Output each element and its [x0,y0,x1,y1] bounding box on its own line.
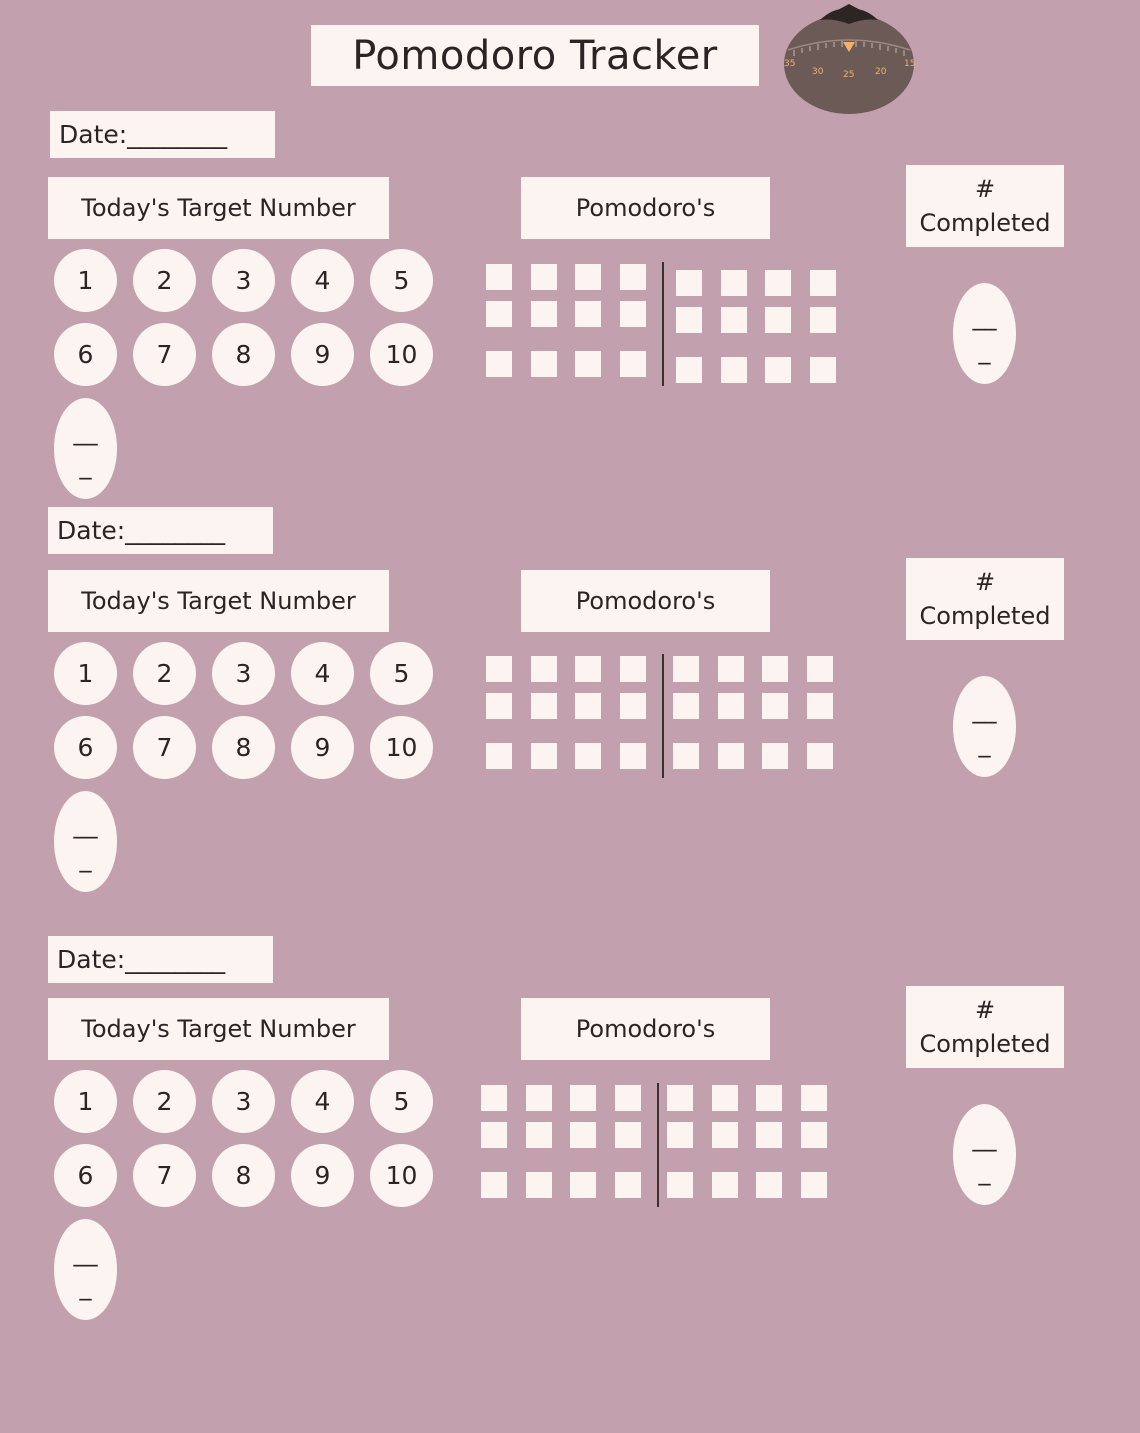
pomodoro-checkbox[interactable] [526,1172,552,1198]
target-number-3[interactable]: 3 [212,1070,275,1133]
target-number-4[interactable]: 4 [291,249,354,312]
timer-mark: 25 [843,70,855,80]
date-field[interactable]: Date:________ [48,507,273,554]
pomodoro-checkbox[interactable] [765,270,791,296]
blank-top: __ [972,695,997,724]
pomodoro-checkbox[interactable] [575,743,601,769]
pomodoro-checkbox[interactable] [667,1122,693,1148]
pomodoro-checkbox[interactable] [667,1085,693,1111]
pomodoro-checkbox[interactable] [718,693,744,719]
completed-hash: # [974,996,996,1024]
pomodoro-checkbox[interactable] [756,1122,782,1148]
pomodoro-checkbox[interactable] [718,656,744,682]
target-number-5[interactable]: 5 [370,249,433,312]
pomodoro-checkbox[interactable] [575,264,601,290]
pomodoro-checkbox[interactable] [526,1085,552,1111]
pomodoro-checkbox[interactable] [486,351,512,377]
pomodoro-checkbox[interactable] [762,743,788,769]
pomodoro-checkbox[interactable] [756,1085,782,1111]
pomodoro-checkbox[interactable] [765,357,791,383]
target-number-2[interactable]: 2 [133,249,196,312]
pomodoro-checkbox[interactable] [620,743,646,769]
pomodoro-checkbox[interactable] [801,1122,827,1148]
completed-heading [906,165,1064,247]
pomodoro-checkbox[interactable] [620,693,646,719]
completed-count-field[interactable] [953,1104,1016,1205]
blank-top: __ [73,810,98,839]
target-number-3[interactable]: 3 [212,249,275,312]
target-number-4[interactable]: 4 [291,1070,354,1133]
pomodoro-checkbox[interactable] [531,264,557,290]
pomodoro-checkbox[interactable] [673,693,699,719]
pomodoro-checkbox[interactable] [531,693,557,719]
pomodoro-checkbox[interactable] [721,270,747,296]
pomodoro-checkbox[interactable] [807,693,833,719]
pomodoro-checkbox[interactable] [481,1172,507,1198]
pomodoro-checkbox[interactable] [667,1172,693,1198]
target-number-10[interactable]: 10 [370,716,433,779]
target-number-6[interactable]: 6 [54,716,117,779]
pomodoro-checkbox[interactable] [810,270,836,296]
pomodoro-checkbox[interactable] [615,1172,641,1198]
blank-bottom: _ [978,729,991,758]
target-number-2[interactable]: 2 [133,1070,196,1133]
completed-count-field[interactable] [953,283,1016,384]
pomodoro-checkbox[interactable] [481,1122,507,1148]
target-number-8[interactable]: 8 [212,323,275,386]
pomodoro-checkbox[interactable] [486,301,512,327]
pomodoro-checkbox[interactable] [575,301,601,327]
pomodoro-checkbox[interactable] [486,693,512,719]
pomodoro-checkbox[interactable] [756,1172,782,1198]
pomodoro-checkbox[interactable] [712,1085,738,1111]
date-field[interactable]: Date:________ [50,111,275,158]
pomodoro-checkbox[interactable] [673,743,699,769]
pomodoro-checkbox[interactable] [531,351,557,377]
pomodoros-heading: Pomodoro's [521,570,770,632]
pomodoro-checkbox[interactable] [615,1085,641,1111]
timer-mark: 35 [784,59,796,69]
pomodoro-checkbox[interactable] [801,1172,827,1198]
pomodoro-checkbox[interactable] [575,656,601,682]
target-number-9[interactable]: 9 [291,323,354,386]
tracker-row-3 [0,998,1140,1418]
pomodoro-checkbox[interactable] [531,656,557,682]
target-number-7[interactable]: 7 [133,716,196,779]
pomodoro-divider [662,262,664,386]
pomodoro-checkbox[interactable] [620,351,646,377]
completed-label: Completed [919,602,1051,630]
pomodoro-checkbox[interactable] [673,656,699,682]
blank-top: __ [972,1123,997,1152]
completed-hash: # [974,175,996,203]
target-number-4[interactable]: 4 [291,642,354,705]
pomodoro-checkbox[interactable] [620,656,646,682]
date-field[interactable]: Date:________ [48,936,273,983]
pomodoro-divider [657,1083,659,1207]
blank-bottom: _ [79,844,92,873]
tracker-row-2 [0,570,1140,990]
timer-mark: 20 [875,67,887,77]
pomodoros-heading: Pomodoro's [521,998,770,1060]
target-number-9[interactable]: 9 [291,1144,354,1207]
target-number-heading: Today's Target Number [48,177,389,239]
target-number-6[interactable]: 6 [54,323,117,386]
target-number-heading: Today's Target Number [48,570,389,632]
pomodoro-checkbox[interactable] [575,693,601,719]
target-number-1[interactable]: 1 [54,1070,117,1133]
pomodoro-checkbox[interactable] [718,743,744,769]
blank-bottom: _ [79,451,92,480]
completed-label: Completed [919,1030,1051,1058]
pomodoro-checkbox[interactable] [810,357,836,383]
pomodoro-divider [662,654,664,778]
blank-bottom: _ [79,1272,92,1301]
pomodoro-checkbox[interactable] [801,1085,827,1111]
pomodoro-checkbox[interactable] [526,1122,552,1148]
target-number-2[interactable]: 2 [133,642,196,705]
target-number-9[interactable]: 9 [291,716,354,779]
pomodoro-checkbox[interactable] [486,743,512,769]
target-number-10[interactable]: 10 [370,1144,433,1207]
pomodoro-checkbox[interactable] [712,1172,738,1198]
completed-hash: # [974,568,996,596]
tomato-timer-icon [780,2,918,116]
pomodoro-checkbox[interactable] [620,264,646,290]
pomodoro-checkbox[interactable] [676,270,702,296]
target-number-1[interactable]: 1 [54,642,117,705]
target-number-heading: Today's Target Number [48,998,389,1060]
pomodoro-checkbox[interactable] [570,1122,596,1148]
pomodoro-checkbox[interactable] [615,1122,641,1148]
timer-mark: 15 [904,59,916,69]
pomodoro-checkbox[interactable] [765,307,791,333]
pomodoro-checkbox[interactable] [481,1085,507,1111]
target-number-3[interactable]: 3 [212,642,275,705]
target-number-5[interactable]: 5 [370,1070,433,1133]
completed-heading [906,558,1064,640]
pomodoro-checkbox[interactable] [486,656,512,682]
target-number-7[interactable]: 7 [133,323,196,386]
pomodoro-checkbox[interactable] [762,693,788,719]
target-number-1[interactable]: 1 [54,249,117,312]
blank-top: __ [73,417,98,446]
target-number-custom[interactable] [54,791,117,892]
pomodoro-checkbox[interactable] [721,357,747,383]
pomodoro-checkbox[interactable] [721,307,747,333]
target-number-6[interactable]: 6 [54,1144,117,1207]
blank-top: __ [972,302,997,331]
completed-label: Completed [919,209,1051,237]
pomodoro-checkbox[interactable] [570,1085,596,1111]
blank-top: __ [73,1238,98,1267]
timer-mark: 30 [812,67,824,77]
target-number-8[interactable]: 8 [212,1144,275,1207]
pomodoro-checkbox[interactable] [807,743,833,769]
pomodoro-checkbox[interactable] [486,264,512,290]
pomodoro-checkbox[interactable] [575,351,601,377]
pomodoro-checkbox[interactable] [531,743,557,769]
target-number-7[interactable]: 7 [133,1144,196,1207]
target-number-5[interactable]: 5 [370,642,433,705]
pomodoro-checkbox[interactable] [531,301,557,327]
completed-heading [906,986,1064,1068]
pomodoro-checkbox[interactable] [620,301,646,327]
target-number-custom[interactable] [54,398,117,499]
pomodoro-checkbox[interactable] [676,357,702,383]
target-number-8[interactable]: 8 [212,716,275,779]
pomodoro-checkbox[interactable] [712,1122,738,1148]
target-number-10[interactable]: 10 [370,323,433,386]
pomodoro-checkbox[interactable] [762,656,788,682]
blank-bottom: _ [978,1157,991,1186]
pomodoro-checkbox[interactable] [807,656,833,682]
pomodoro-checkbox[interactable] [676,307,702,333]
pomodoro-checkbox[interactable] [570,1172,596,1198]
page-title: Pomodoro Tracker [311,25,759,86]
pomodoros-heading: Pomodoro's [521,177,770,239]
target-number-custom[interactable] [54,1219,117,1320]
pomodoro-checkbox[interactable] [810,307,836,333]
blank-bottom: _ [978,336,991,365]
completed-count-field[interactable] [953,676,1016,777]
